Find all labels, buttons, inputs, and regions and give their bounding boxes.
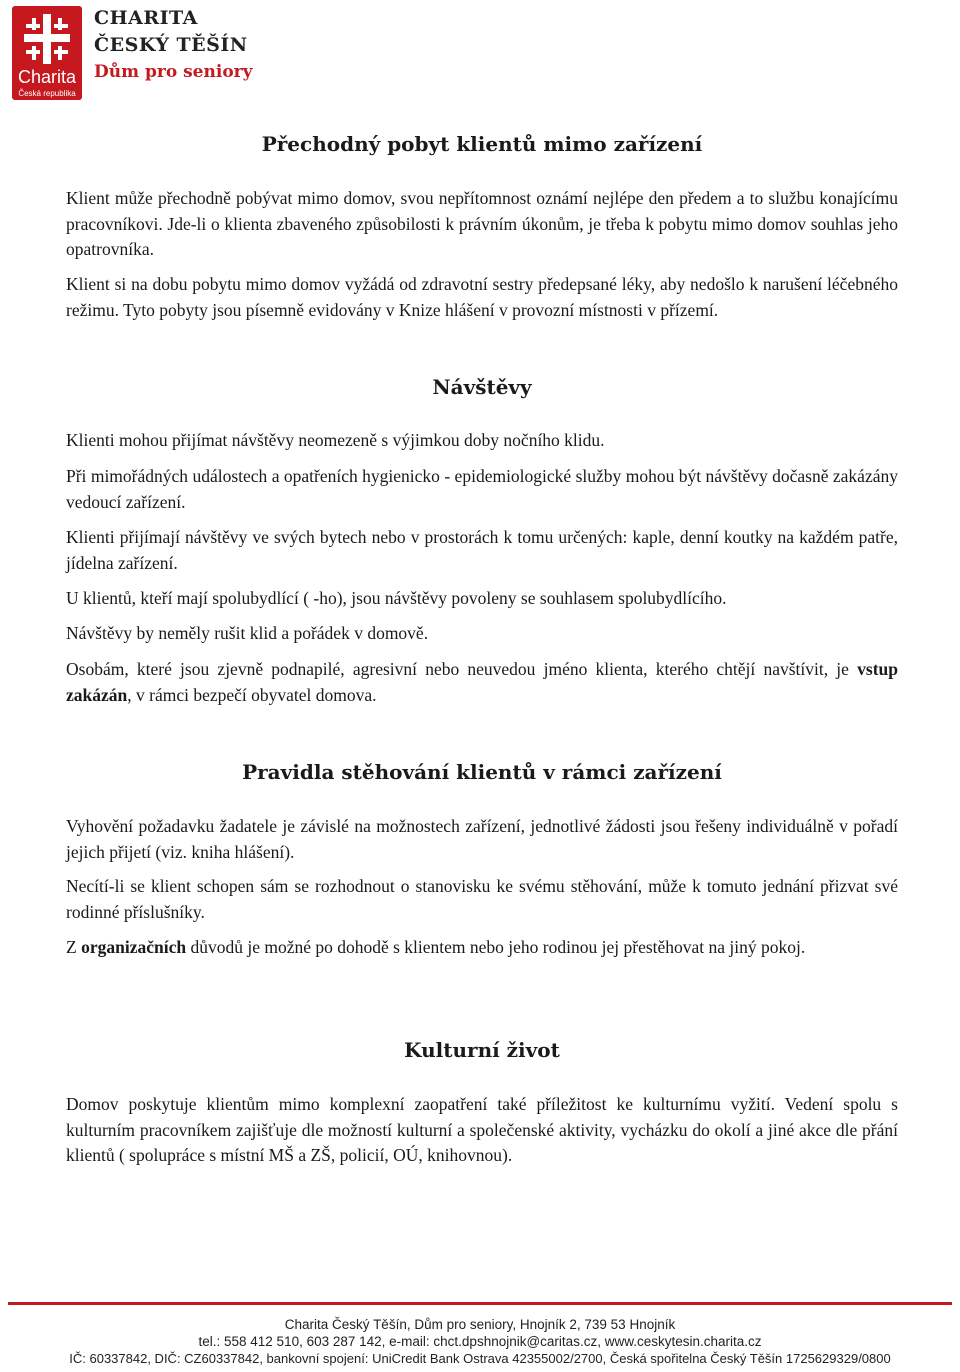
charita-logo: [12, 6, 82, 100]
org-line-3: Dům pro seniory: [94, 62, 253, 82]
organization-name: [94, 6, 253, 84]
paragraph-entry-prohibited: Osobám, které jsou zjevně podnapilé, agresivní nebo neuvedou jméno klienta, kterého chtějí navštívit, je vstup zakázán, v rámci bezpečí obyvatel domova.: [66, 659, 898, 705]
paragraph: Vyhovění požadavku žadatele je závislé na možnostech zařízení, jednotlivé žádosti jsou řešeny individuálně v pořadí jejich přijetí (viz. kniha hlášení).: [66, 816, 898, 862]
paragraph-organizational: Z organizačních důvodů je možné po dohodě s klientem nebo jeho rodinou jej přestěhovat na jiný pokoj.: [66, 937, 806, 957]
footer-address: Charita Český Těšín, Dům pro seniory, Hnojník 2, 739 53 Hnojník: [284, 1317, 676, 1332]
emphasis-organizational: organizačních: [81, 937, 187, 957]
paragraph: Domov poskytuje klientům mimo komplexní zaopatření také příležitost ke kulturnímu vyžití. Vedení spolu s kulturním pracovníkem zajišťuje dle možností kulturní a společenské aktivity, vycházku do okolí a jiné akce dle přání klientů ( spolupráce s místní MŠ a ZŠ, policií, OÚ, knihovnou).: [66, 1094, 898, 1165]
org-line-1: CHARITA: [94, 7, 198, 29]
paragraph: Klienti mohou přijímat návštěvy neomezeně s výjimkou doby nočního klidu.: [66, 430, 605, 450]
footer-divider: [8, 1302, 952, 1305]
cross-icon: [22, 12, 72, 66]
paragraph: Klient může přechodně pobývat mimo domov, svou nepřítomnost oznámí nejlépe den předem a to službu konajícímu pracovníkovi. Jde-li o klienta zbaveného způsobilosti k právním úkonům, je třeba k pobytu mimo domov souhlas jeho opatrovníka.: [66, 188, 898, 259]
logo-subtitle: Česká republika: [18, 89, 76, 98]
footer-bank: IČ: 60337842, DIČ: CZ60337842, bankovní spojení: UniCredit Bank Ostrava 42355002/2700, Česká spořitelna Český Těšín 1725629329/0800: [69, 1351, 891, 1366]
emphasis-entry-prohibited: vstup zakázán: [66, 659, 898, 705]
paragraph: Klient si na dobu pobytu mimo domov vyžádá od zdravotní sestry předepsané léky, aby nedošlo k narušení léčebného režimu. Tyto pobyty jsou písemně evidovány v Knize hlášení v provozní místnosti v přízemí.: [66, 274, 898, 320]
paragraph: Při mimořádných událostech a opatřeních hygienicko - epidemiologické služby mohou být návštěvy dočasně zakázány vedoucí zařízení.: [66, 466, 898, 512]
section-title-temporary-stay: Přechodný pobyt klientů mimo zařízení: [261, 132, 703, 156]
section-title-cultural-life: Kulturní život: [404, 1038, 560, 1062]
paragraph: Klienti přijímají návštěvy ve svých bytech nebo v prostorách k tomu určených: kaple, denní koutky na každém patře, jídelna zařízení.: [66, 527, 898, 573]
org-line-2: ČESKÝ TĚŠÍN: [94, 34, 248, 56]
footer-contact: tel.: 558 412 510, 603 287 142, e-mail: chct.dpshnojnik@caritas.cz, www.ceskytesin.charita.cz: [198, 1334, 762, 1349]
section-title-relocation: Pravidla stěhování klientů v rámci zařízení: [242, 760, 722, 784]
paragraph: Návštěvy by neměly rušit klid a pořádek v domově.: [66, 623, 429, 643]
logo-word: Charita: [17, 67, 77, 87]
paragraph: U klientů, kteří mají spolubydlící ( -ho), jsou návštěvy povoleny se souhlasem spolubydlícího.: [66, 588, 727, 608]
section-title-visits: Návštěvy: [432, 375, 532, 399]
paragraph: Necítí-li se klient schopen sám se rozhodnout o stanovisku ke svému stěhování, může k tomuto jednání přizvat své rodinné příslušníky.: [66, 876, 898, 922]
